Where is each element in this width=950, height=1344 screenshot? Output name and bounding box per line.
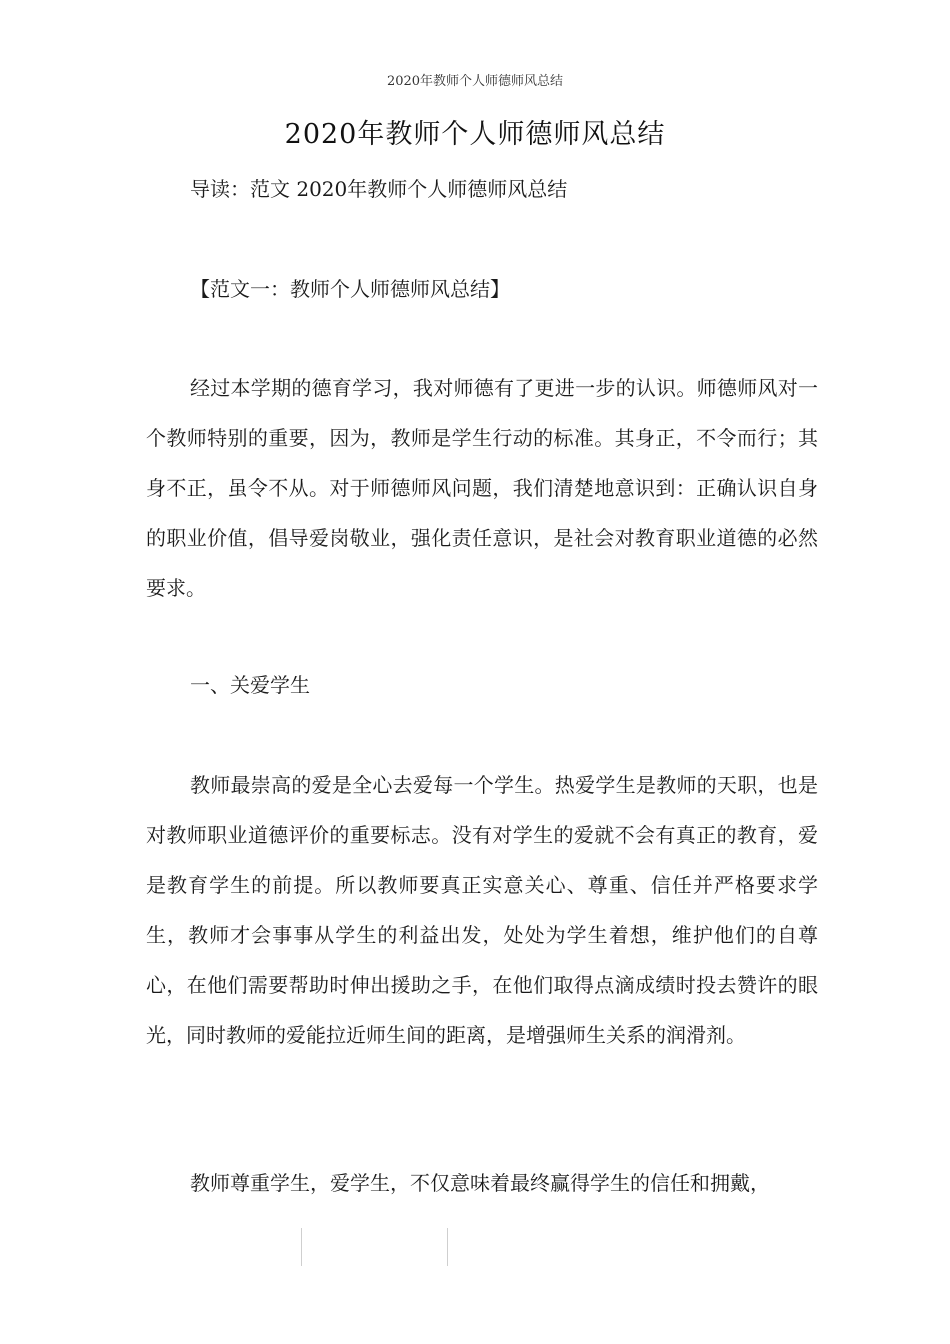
document-title: 2020年教师个人师德师风总结	[284, 119, 666, 150]
footer-marks	[0, 1228, 950, 1268]
paragraph-3: 教师尊重学生，爱学生，不仅意味着最终赢得学生的信任和拥戴，	[190, 1171, 770, 1195]
footer-rule-right	[447, 1228, 448, 1266]
footer-rule-left	[301, 1228, 302, 1266]
sub-heading-care-for-students: 一、关爱学生	[190, 673, 310, 697]
running-header: 2020年教师个人师德师风总结	[386, 74, 564, 89]
paragraph-2: 教师最崇高的爱是全心去爱每一个学生。热爱学生是教师的天职，也是对教师职业道德评价的重要标志。没有对学生的爱就不会有真正的教育，爱是教育学生的前提。所以教师要真正实意关心、尊重、信任并严格要求学生，教师才会事事从学生的利益出发，处处为学生着想，维护他们的自尊心，在他们需要帮助时伸出援助之手，在他们取得点滴成绩时投去赞许的眼光，同时教师的爱能拉近师生间的距离，是增强师生关系的润滑剂。	[146, 773, 818, 1047]
paragraph-1: 经过本学期的德育学习，我对师德有了更进一步的认识。师德师风对一个教师特别的重要，因为，教师是学生行动的标准。其身正，不令而行；其身不正，虽令不从。对于师德师风问题，我们清楚地意识到：正确认识自身的职业价值，倡导爱岗敬业，强化责任意识，是社会对教育职业道德的必然要求。	[146, 376, 818, 600]
lead-text: 导读：范文 2020年教师个人师德师风总结	[190, 177, 568, 201]
section-heading: 【范文一：教师个人师德师风总结】	[190, 277, 510, 301]
